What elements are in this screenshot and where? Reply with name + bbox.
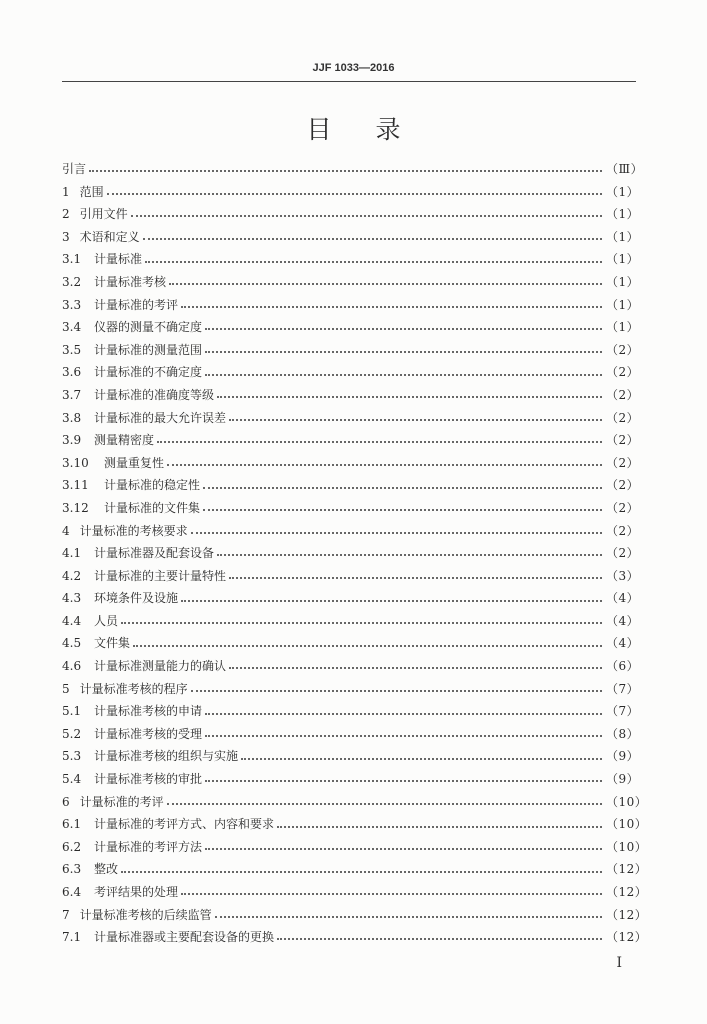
toc-entry-label: 计量标准的文件集 (104, 500, 201, 515)
toc-entry-number: 3.10 (62, 455, 89, 470)
toc-entry[interactable] (62, 158, 644, 181)
toc-entry[interactable] (62, 655, 640, 678)
toc-entry-page: （10） (606, 817, 648, 832)
toc-entry-page: （2） (606, 500, 640, 515)
toc-entry-number: 3.8 (62, 410, 82, 425)
toc-entry-number: 3.3 (62, 297, 82, 312)
toc-entry-label: 计量标准考核的审批 (94, 772, 203, 787)
toc-entry[interactable] (62, 429, 640, 452)
toc-entry-number: 3 (62, 229, 70, 244)
toc-entry-number: 4.1 (62, 546, 82, 561)
toc-entry-page: （1） (606, 252, 640, 267)
header-divider (62, 81, 636, 82)
toc-entry-label: 范围 (79, 184, 104, 199)
toc-entry[interactable] (62, 632, 640, 655)
toc-entry-label: 计量标准的考评 (79, 794, 164, 809)
toc-entry-page: （2） (606, 365, 640, 380)
toc-entry[interactable] (62, 723, 640, 746)
toc-entry[interactable] (62, 768, 640, 791)
toc-entry-number: 4.2 (62, 568, 82, 583)
dot-leader (181, 306, 602, 308)
toc-entry[interactable] (62, 542, 640, 565)
toc-entry-page: （9） (606, 749, 640, 764)
toc-entry-page: （1） (606, 297, 640, 312)
toc-entry-page: （12） (606, 862, 648, 877)
toc-entry-label: 仪器的测量不确定度 (94, 320, 203, 335)
toc-entry-number: 7 (62, 907, 70, 922)
toc-entry-label: 引言 (62, 162, 87, 176)
toc-entry-label: 计量标准考核的申请 (94, 704, 203, 719)
toc-entry-number: 4.4 (62, 613, 82, 628)
dot-leader (131, 215, 602, 217)
dot-leader (277, 938, 602, 940)
toc-entry[interactable] (62, 316, 640, 339)
toc-entry-number: 3.1 (62, 252, 82, 267)
dot-leader (241, 758, 602, 760)
toc-entry[interactable] (62, 858, 648, 881)
toc-entry-label: 考评结果的处理 (94, 885, 179, 899)
dot-leader (133, 645, 602, 647)
dot-leader (169, 283, 602, 285)
toc-entry[interactable] (62, 407, 640, 430)
toc-entry[interactable] (62, 700, 640, 723)
toc-entry-label: 计量标准器或主要配套设备的更换 (94, 930, 275, 945)
dot-leader (167, 803, 602, 805)
toc-entry-page: （10） (606, 794, 648, 809)
toc-entry[interactable] (62, 881, 648, 904)
toc-entry-page: （1） (606, 229, 640, 244)
toc-entry[interactable] (62, 271, 640, 294)
toc-entry-number: 6.2 (62, 839, 82, 854)
toc-entry[interactable] (62, 926, 648, 949)
toc-entry-label: 文件集 (94, 636, 131, 651)
dot-leader (121, 622, 602, 624)
dot-leader (145, 261, 602, 263)
toc-entry-number: 3.4 (62, 320, 82, 335)
toc-entry-label: 计量标准测量能力的确认 (94, 659, 227, 674)
table-of-contents (62, 158, 648, 949)
toc-entry-number: 3.11 (62, 478, 89, 493)
toc-entry-page: （7） (606, 704, 640, 719)
dot-leader (205, 374, 602, 376)
toc-entry[interactable] (62, 745, 640, 768)
toc-entry[interactable] (62, 474, 640, 497)
dot-leader (203, 487, 602, 489)
dot-leader (215, 916, 602, 918)
toc-entry-page: （2） (606, 455, 640, 470)
dot-leader (229, 667, 602, 669)
toc-entry-number: 5.3 (62, 749, 82, 764)
toc-entry-label: 计量标准的稳定性 (104, 478, 201, 493)
toc-entry-number: 6.3 (62, 862, 82, 877)
toc-entry-page: （2） (606, 342, 640, 357)
toc-entry-number: 5.1 (62, 704, 82, 719)
toc-entry[interactable] (62, 226, 640, 249)
toc-entry-page: （7） (606, 681, 640, 696)
toc-entry-number: 4.6 (62, 659, 82, 674)
toc-entry[interactable] (62, 904, 648, 927)
toc-entry-page: （12） (606, 907, 648, 922)
dot-leader (205, 328, 602, 330)
dot-leader (191, 690, 602, 692)
dot-leader (203, 509, 602, 511)
toc-entry-number: 6 (62, 794, 70, 809)
toc-entry-label: 计量标准的考评方法 (94, 839, 203, 854)
toc-entry-page: （1） (606, 207, 640, 222)
toc-entry-page: （1） (606, 274, 640, 289)
toc-entry-number: 3.7 (62, 387, 82, 402)
page-title: 目录 (306, 115, 445, 144)
dot-leader (121, 871, 602, 873)
toc-entry[interactable] (62, 791, 648, 814)
toc-entry-page: （12） (606, 885, 648, 899)
toc-entry[interactable] (62, 520, 640, 543)
toc-entry-label: 计量标准的考评方式、内容和要求 (94, 817, 275, 832)
toc-entry[interactable] (62, 497, 640, 520)
toc-entry-label: 术语和定义 (79, 229, 140, 244)
dot-leader (277, 826, 602, 828)
dot-leader (157, 441, 602, 443)
toc-entry-number: 7.1 (62, 930, 82, 945)
toc-entry[interactable] (62, 294, 640, 317)
dot-leader (191, 532, 602, 534)
toc-entry-label: 计量标准考核的组织与实施 (94, 749, 239, 764)
toc-entry-number: 6.1 (62, 817, 82, 832)
toc-entry-label: 计量标准考核 (94, 274, 167, 289)
toc-entry-label: 计量标准的主要计量特性 (94, 568, 227, 583)
toc-entry-label: 计量标准的考评 (94, 297, 179, 312)
toc-entry-label: 计量标准考核的受理 (94, 726, 203, 741)
toc-entry-number: 3.9 (62, 433, 82, 448)
toc-entry[interactable] (62, 452, 640, 475)
toc-entry-label: 计量标准的最大允许误差 (94, 410, 227, 425)
toc-entry-number: 3.5 (62, 342, 82, 357)
dot-leader (205, 351, 602, 353)
toc-entry-page: （2） (606, 478, 640, 493)
toc-entry[interactable] (62, 678, 640, 701)
toc-entry-page: （2） (606, 433, 640, 448)
toc-entry-page: （8） (606, 726, 640, 741)
toc-entry-number: 4.3 (62, 591, 82, 606)
toc-entry[interactable] (62, 384, 640, 407)
toc-entry-label: 计量标准的准确度等级 (94, 387, 215, 402)
toc-entry-label: 人员 (94, 613, 119, 628)
toc-entry-page: （12） (606, 930, 648, 945)
toc-entry-number: 2 (62, 207, 70, 222)
toc-entry-number: 5 (62, 681, 70, 696)
toc-entry[interactable] (62, 836, 648, 859)
toc-entry[interactable] (62, 813, 648, 836)
toc-entry[interactable] (62, 361, 640, 384)
toc-entry-page: （2） (606, 546, 640, 561)
toc-entry-number: 3.12 (62, 500, 89, 515)
dot-leader (181, 893, 602, 895)
toc-entry-page: （1） (606, 320, 640, 335)
toc-entry[interactable] (62, 181, 640, 204)
toc-entry-label: 计量标准的测量范围 (94, 342, 203, 357)
toc-entry-label: 计量标准考核的后续监管 (79, 907, 212, 922)
toc-entry-page: （2） (606, 410, 640, 425)
toc-entry-number: 6.4 (62, 885, 82, 899)
toc-entry-label: 测量重复性 (104, 455, 165, 470)
dot-leader (181, 600, 602, 602)
toc-entry[interactable] (62, 610, 640, 633)
toc-entry-label: 计量标准 (94, 252, 143, 267)
dot-leader (217, 396, 602, 398)
toc-entry-number: 4 (62, 523, 70, 538)
toc-entry-page: （4） (606, 591, 640, 606)
toc-entry-label: 整改 (94, 862, 119, 877)
toc-entry[interactable] (62, 248, 640, 271)
dot-leader (167, 464, 602, 466)
toc-entry-page: （4） (606, 613, 640, 628)
dot-leader (205, 713, 602, 715)
toc-entry[interactable] (62, 339, 640, 362)
toc-entry-number: 4.5 (62, 636, 82, 651)
toc-entry-page: （Ⅲ） (606, 162, 644, 176)
toc-entry[interactable] (62, 587, 640, 610)
toc-entry-label: 计量标准的不确定度 (94, 365, 203, 380)
dot-leader (205, 780, 602, 782)
toc-entry-number: 5.4 (62, 772, 82, 787)
toc-entry-page: （10） (606, 839, 648, 854)
toc-entry[interactable] (62, 203, 640, 226)
dot-leader (229, 577, 602, 579)
toc-entry-page: （2） (606, 523, 640, 538)
toc-entry-label: 引用文件 (79, 207, 128, 222)
toc-entry-page: （4） (606, 636, 640, 651)
dot-leader (205, 735, 602, 737)
document-id-header: JJF 1033—2016 (312, 62, 395, 74)
dot-leader (217, 554, 602, 556)
dot-leader (89, 170, 602, 172)
toc-entry-page: （3） (606, 568, 640, 583)
toc-entry[interactable] (62, 565, 640, 588)
toc-entry-label: 测量精密度 (94, 433, 155, 448)
page-number: Ⅰ (616, 955, 622, 971)
toc-entry-page: （2） (606, 387, 640, 402)
dot-leader (205, 848, 602, 850)
toc-entry-number: 5.2 (62, 726, 82, 741)
toc-entry-label: 计量标准的考核要求 (79, 523, 188, 538)
toc-entry-number: 3.6 (62, 365, 82, 380)
toc-entry-label: 环境条件及设施 (94, 591, 179, 606)
dot-leader (229, 419, 602, 421)
toc-entry-number: 1 (62, 184, 70, 199)
toc-entry-label: 计量标准考核的程序 (79, 681, 188, 696)
toc-entry-label: 计量标准器及配套设备 (94, 546, 215, 561)
dot-leader (143, 238, 602, 240)
toc-entry-page: （6） (606, 659, 640, 674)
toc-entry-page: （9） (606, 772, 640, 787)
dot-leader (107, 193, 602, 195)
toc-entry-number: 3.2 (62, 274, 82, 289)
toc-entry-page: （1） (606, 184, 640, 199)
